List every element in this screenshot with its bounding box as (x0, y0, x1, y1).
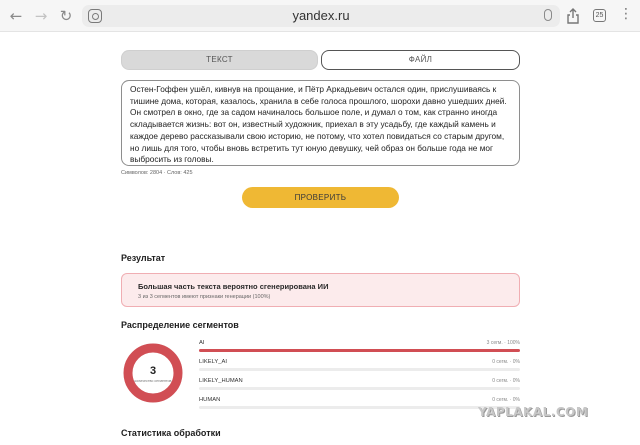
address-bar[interactable] (82, 5, 560, 27)
stats-heading: Статистика обработки (121, 428, 221, 438)
more-icon[interactable]: ⋮ (619, 6, 633, 22)
donut-total-label: количество сегментов (134, 379, 172, 383)
back-icon[interactable]: ← (9, 7, 23, 25)
watermark-logo: YAPLAKAL.COM (478, 405, 589, 419)
segment-bar-track (199, 349, 520, 352)
tab-text[interactable]: ТЕКСТ (121, 50, 318, 70)
address-url: yandex.ru (292, 8, 350, 23)
tabs-icon[interactable]: 25 (593, 9, 606, 22)
result-title: Большая часть текста вероятно сгенерирована ИИ (138, 282, 329, 291)
segment-bar-track (199, 368, 520, 371)
segment-row-human (199, 397, 520, 415)
segment-row-likely-ai (199, 359, 520, 377)
segment-bar-fill (199, 349, 520, 352)
distribution-heading: Распределение сегментов (121, 320, 239, 330)
segment-value: 0 сегм. · 0% (492, 378, 520, 384)
result-heading: Результат (121, 253, 166, 263)
text-input[interactable]: Остен-Гоффен ушёл, кивнув на прощание, и Пётр Аркадьевич остался один, прислушиваясь к тишине дома, которая, казалось, хранила в себе голоса прошлого, шорохи давно ушедших дней. Он смотрел в окно, где за садом начиналось большое поле, и думал о том, как странно иногда складывается жизнь: вот он, известный художник, приехал в эту усадьбу, где каждый камень и каждое дерево рассказывали свою историю, не потому, что хотел повидаться со старым другом, но лишь для того, чтобы вновь встретить тут юную девушку, чей образ он больше года не мог выбросить из головы. (121, 80, 520, 166)
mic-icon[interactable] (544, 9, 552, 21)
segment-bar-track (199, 387, 520, 390)
segment-row-likely-human (199, 378, 520, 396)
segment-row-ai (199, 340, 520, 358)
segment-value: 0 сегм. · 0% (492, 359, 520, 365)
reload-icon[interactable]: ↻ (59, 7, 73, 25)
result-card (121, 273, 520, 307)
char-word-counter: Символов: 2804 · Слов: 425 (121, 170, 193, 176)
segment-name: HUMAN (199, 397, 221, 403)
segment-bar-track (199, 406, 520, 409)
browser-toolbar (0, 0, 640, 32)
donut-total: 3 (149, 365, 157, 377)
check-button[interactable]: ПРОВЕРИТЬ (242, 187, 399, 208)
segment-name: LIKELY_AI (199, 359, 227, 365)
segment-name: LIKELY_HUMAN (199, 378, 243, 384)
segment-value: 3 сегм. · 100% (486, 340, 520, 346)
share-icon[interactable] (566, 8, 580, 24)
tab-file[interactable]: ФАЙЛ (321, 50, 520, 70)
segment-value: 0 сегм. · 0% (492, 397, 520, 403)
result-subtitle: 3 из 3 сегментов имеют признаки генерации (100%) (138, 294, 271, 300)
forward-icon[interactable]: → (34, 7, 48, 25)
segment-name: AI (199, 340, 205, 346)
